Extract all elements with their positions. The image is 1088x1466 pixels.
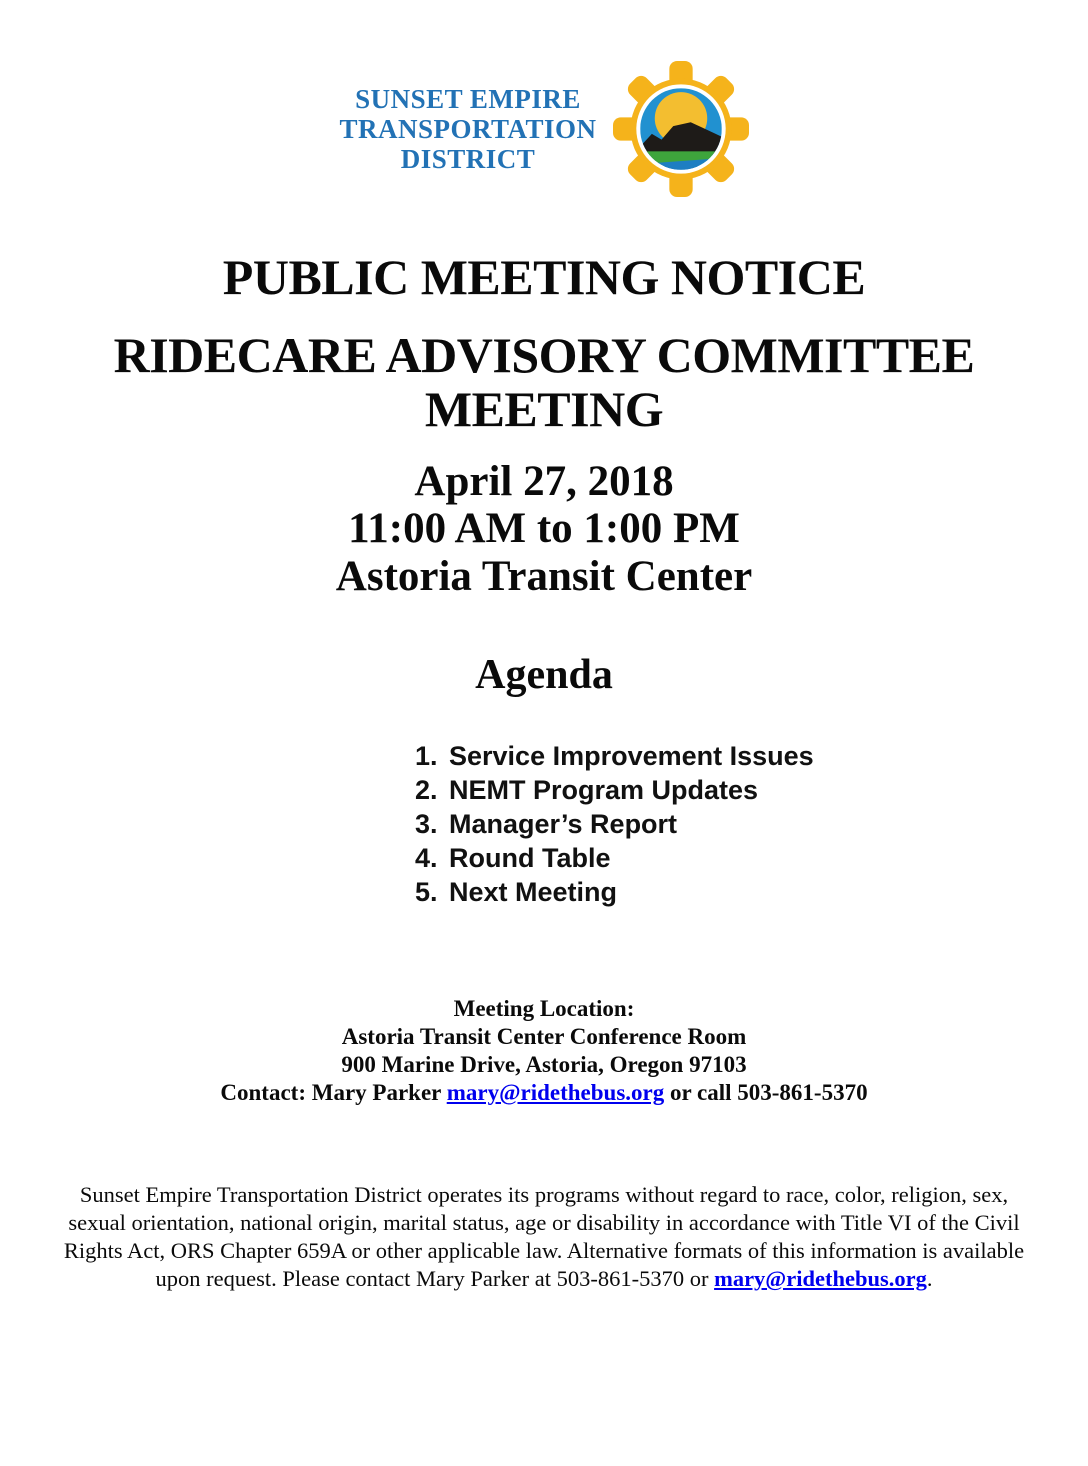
contact-email-link[interactable]: mary@ridethebus.org — [446, 1079, 665, 1105]
agenda-item-number: 2. — [415, 774, 438, 805]
location-heading: Meeting Location: — [453, 995, 635, 1021]
agenda-item — [415, 773, 1088, 807]
agenda-item-label: NEMT Program Updates — [449, 774, 759, 805]
notice-text: Sunset Empire Transportation District operates its programs without regard to race, color, religion, sex, sexual orientation, national origin, marital status, age or disability in accordance with Title VI of the Civil Rights Act, ORS Chapter 659A or other applicable law. Alternative formats of this information is available upon request. Please contact Mary Parker at 503-861-5370 or — [63, 1181, 1025, 1291]
location-address: 900 Marine Drive, Astoria, Oregon 97103 — [341, 1051, 747, 1077]
location-venue: Astoria Transit Center Conference Room — [341, 1023, 747, 1049]
footer-email-link[interactable]: mary@ridethebus.org — [714, 1265, 927, 1291]
meeting-subtitle-line2: MEETING — [424, 381, 664, 437]
meeting-location-block — [0, 995, 1088, 1107]
notice-text-end: . — [926, 1265, 933, 1291]
meeting-time: 11:00 AM to 1:00 PM — [348, 505, 740, 553]
meeting-venue: Astoria Transit Center — [335, 552, 753, 600]
contact-suffix: or call 503-861-5370 — [664, 1079, 868, 1105]
gear-landscape-logo-icon — [613, 61, 749, 197]
agenda-item-label: Manager’s Report — [449, 808, 678, 839]
agenda-item — [415, 841, 1088, 875]
agenda-item-label: Service Improvement Issues — [449, 740, 814, 771]
nondiscrimination-notice — [52, 1181, 1036, 1293]
meeting-date: April 27, 2018 — [414, 458, 674, 505]
agenda-item-number: 5. — [415, 876, 438, 907]
page-title: PUBLIC MEETING NOTICE — [222, 249, 866, 305]
agenda-item-number: 1. — [415, 740, 438, 771]
meeting-notice-document — [0, 58, 1088, 1466]
agenda-item-label: Round Table — [449, 842, 611, 873]
district-name-line2: TRANSPORTATION — [339, 113, 597, 144]
district-name-line1: SUNSET EMPIRE — [355, 83, 581, 114]
location-contact-line — [0, 1079, 1088, 1107]
agenda-item-label: Next Meeting — [449, 876, 618, 907]
agenda-list — [415, 739, 1088, 909]
contact-prefix: Contact: Mary Parker — [220, 1079, 447, 1105]
agenda-item — [415, 807, 1088, 841]
meeting-datetime — [0, 458, 1088, 600]
agenda-item-number: 3. — [415, 808, 438, 839]
district-name-line3: DISTRICT — [400, 144, 536, 175]
agenda-item — [415, 739, 1088, 773]
district-name — [339, 84, 596, 175]
meeting-subtitle-line1: RIDECARE ADVISORY COMMITTEE — [113, 327, 975, 383]
agenda-item-number: 4. — [415, 842, 438, 873]
agenda-heading: Agenda — [475, 651, 613, 698]
agenda-item — [415, 875, 1088, 909]
meeting-subtitle — [0, 328, 1088, 436]
district-logo — [0, 58, 1088, 200]
